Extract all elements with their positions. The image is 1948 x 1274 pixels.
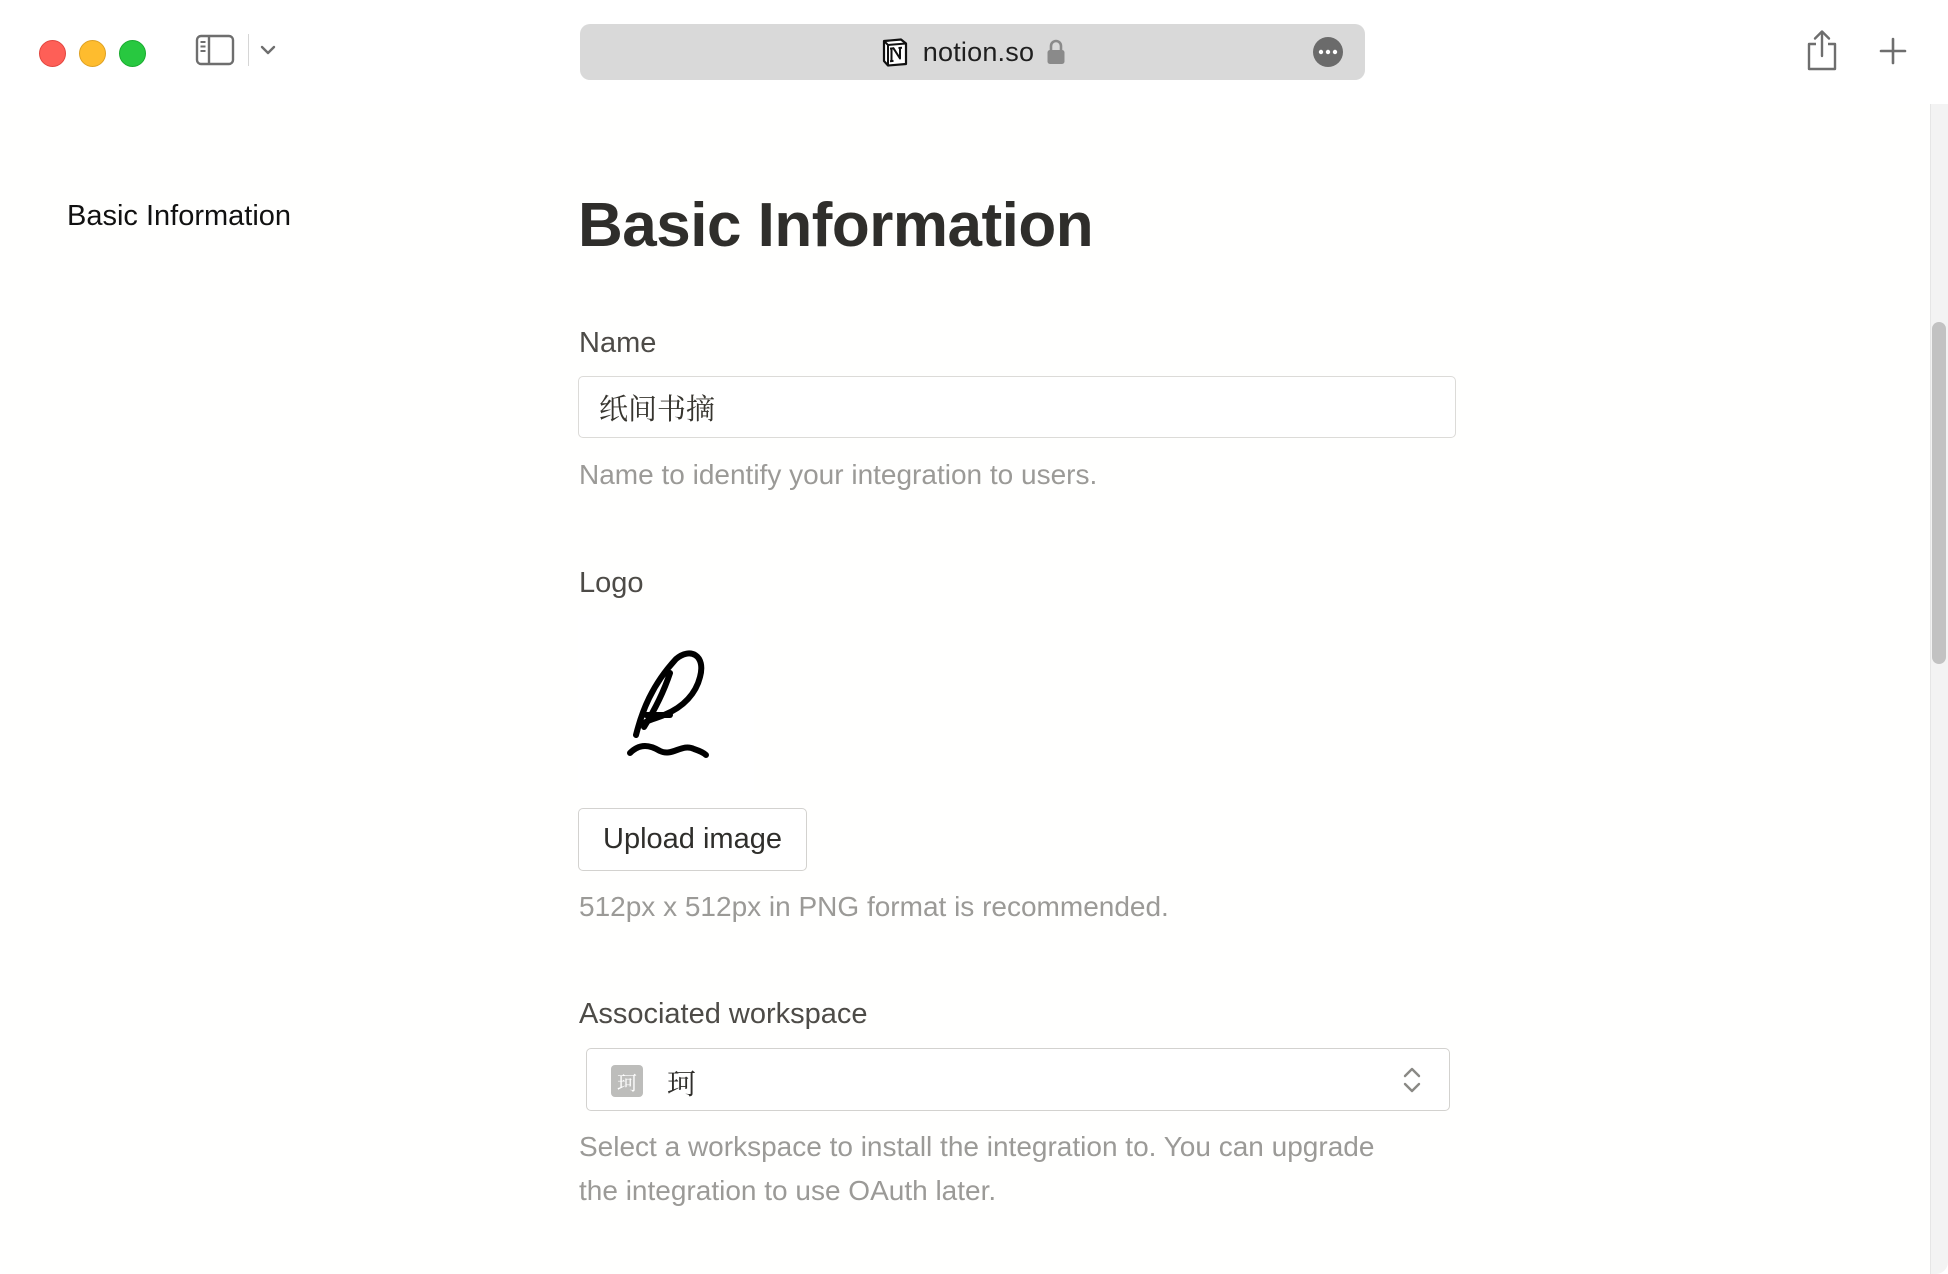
upload-image-button[interactable]: Upload image xyxy=(578,808,807,871)
tab-group-menu-button[interactable] xyxy=(256,38,280,62)
share-button[interactable] xyxy=(1805,28,1839,72)
workspace-select[interactable] xyxy=(586,1048,1450,1111)
address-bar[interactable] xyxy=(580,24,1365,80)
plus-icon xyxy=(1878,36,1908,66)
workspace-hint-line1: Select a workspace to install the integration to. You can upgrade xyxy=(579,1131,1375,1162)
scrollbar-thumb[interactable] xyxy=(1932,322,1946,664)
toc-item-basic-information[interactable]: Basic Information xyxy=(67,200,292,232)
logo-label: Logo xyxy=(579,567,644,599)
name-input[interactable] xyxy=(578,376,1456,438)
address-content xyxy=(580,24,1365,80)
toolbar-divider xyxy=(248,34,249,66)
page-menu-button[interactable] xyxy=(1313,37,1343,67)
workspace-hint-line2: the integration to use OAuth later. xyxy=(579,1175,997,1206)
lock-icon xyxy=(1046,38,1066,66)
sidebar-toggle-button[interactable] xyxy=(194,32,236,68)
address-url: notion.so xyxy=(922,36,1035,67)
name-hint: Name to identify your integration to users. xyxy=(579,459,1098,490)
minimize-window-button[interactable] xyxy=(79,40,106,67)
sidebar-icon xyxy=(195,34,235,66)
chevron-up-down-icon xyxy=(1401,1065,1423,1095)
share-icon xyxy=(1805,28,1839,72)
logo-hint: 512px x 512px in PNG format is recommended. xyxy=(579,891,1169,922)
workspace-avatar: 珂 xyxy=(611,1065,643,1097)
quill-logo-icon xyxy=(578,615,754,791)
name-label: Name xyxy=(579,327,657,359)
workspace-label: Associated workspace xyxy=(579,998,868,1030)
chevron-down-icon xyxy=(259,44,277,56)
new-tab-button[interactable] xyxy=(1876,34,1910,68)
close-window-button[interactable] xyxy=(39,40,66,67)
page-title: Basic Information xyxy=(578,191,1094,260)
logo-preview xyxy=(578,615,754,791)
scrollbar-track[interactable] xyxy=(1930,104,1948,1274)
browser-toolbar xyxy=(0,0,1948,104)
notion-logo-icon xyxy=(879,36,911,68)
workspace-name: 珂 xyxy=(667,1069,697,1101)
more-icon xyxy=(1318,49,1338,55)
zoom-window-button[interactable] xyxy=(119,40,146,67)
